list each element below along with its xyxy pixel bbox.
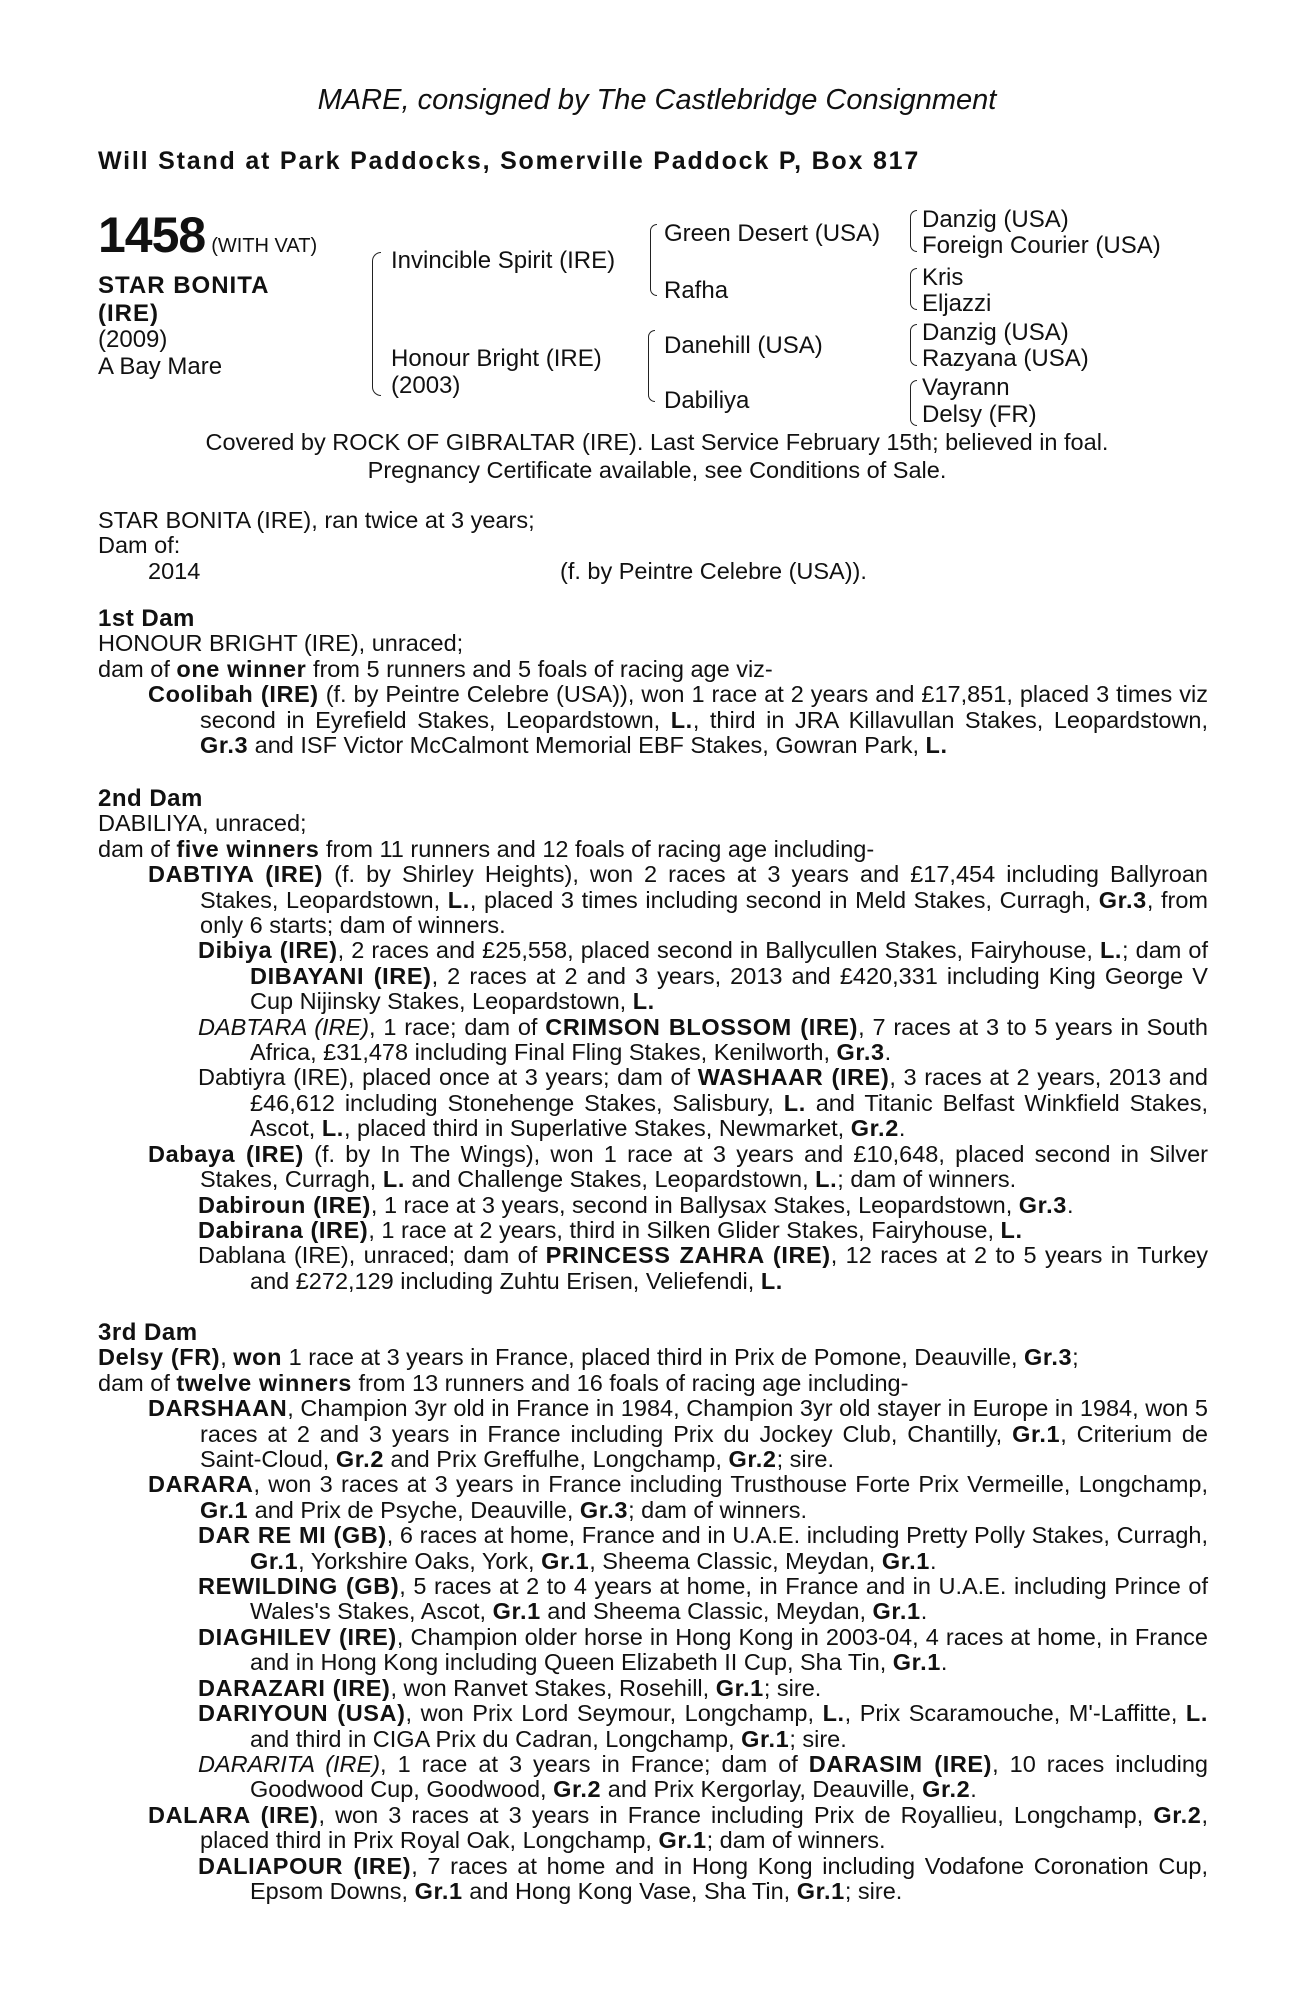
- pedigree-dam-sire: Danehill (USA): [664, 332, 823, 359]
- pedigree-brace: [650, 224, 657, 296]
- progeny-entry: Dibiya (IRE), 2 races and £25,558, placed second in Ballycullen Stakes, Fairyhouse, L.; dam of DIBAYANI (IRE), 2 races at 2 and 3 years, 2013 and £420,331 including King George V Cup Nijinsky Stakes, Leopardstown, L.: [198, 937, 1209, 1015]
- lot-number: 1458: [98, 207, 206, 263]
- vat-note: (WITH VAT): [211, 235, 318, 257]
- progeny-entry: DABTIYA (IRE) (f. by Shirley Heights), won 2 races at 3 years and £17,454 including Ballyroan Stakes, Leopardstown, L., placed 3 times including second in Meld Stakes, Curragh, Gr.3, from only 6 starts; dam of winners.: [148, 861, 1208, 939]
- foaling-year: (2009): [98, 326, 168, 354]
- pedigree-brace: [910, 268, 917, 310]
- pedigree-sire: Invincible Spirit (IRE): [391, 247, 616, 274]
- pedigree-dam-year: (2003): [391, 372, 461, 399]
- progeny-entry: Dabtiyra (IRE), placed once at 3 years; dam of WASHAAR (IRE), 3 races at 2 years, 2013 and £46,612 including Stonehenge Stakes, Salisbury, L. and Titanic Belfast Winkfield Stakes, Ascot, L., placed third in Superlative Stakes, Newmarket, Gr.2.: [198, 1064, 1208, 1142]
- progeny-entry: DARARITA (IRE), 1 race at 3 years in France; dam of DARASIM (IRE), 10 races including Goodwood Cup, Goodwood, Gr.2 and Prix Kergorlay, Deauville, Gr.2.: [198, 1750, 1208, 1803]
- pedigree-ssd: Foreign Courier (USA): [922, 232, 1161, 259]
- progeny-entry: DAR RE MI (GB), 6 races at home, France and in U.A.E. including Pretty Polly Stakes, Curragh, Gr.1, Yorkshire Oaks, York, Gr.1, Sheema Classic, Meydan, Gr.1.: [198, 1522, 1208, 1574]
- stabling-line: Will Stand at Park Paddocks, Somerville Paddock P, Box 817: [98, 147, 921, 175]
- lot-info: [98, 207, 358, 381]
- progeny-entry: DARIYOUN (USA), won Prix Lord Seymour, Longchamp, L., Prix Scaramouche, M'-Laffitte, L. and third in CIGA Prix du Cadran, Longchamp, Gr.1; sire.: [198, 1700, 1208, 1752]
- section-title: 3rd Dam: [98, 1319, 198, 1346]
- horse-name-line1: STAR BONITA: [98, 272, 270, 299]
- pedigree-dds: Vayrann: [922, 374, 1010, 401]
- pedigree-dss: Danzig (USA): [922, 319, 1069, 346]
- pedigree-dsd: Razyana (USA): [922, 345, 1089, 372]
- pedigree-dam-dam: Dabiliya: [664, 387, 750, 414]
- section-title: 2nd Dam: [98, 785, 203, 812]
- progeny-entry: DALIAPOUR (IRE), 7 races at home and in Hong Kong including Vodafone Coronation Cup, Epsom Downs, Gr.1 and Hong Kong Vase, Sha Tin, Gr.1; sire.: [198, 1852, 1209, 1904]
- horse-description: A Bay Mare: [98, 353, 223, 381]
- covering-line1: Covered by ROCK OF GIBRALTAR (IRE). Last Service February 15th; believed in foal.: [205, 429, 1109, 455]
- pedigree-brace: [648, 330, 655, 402]
- pedigree-sss: Danzig (USA): [922, 206, 1069, 233]
- pedigree-dam: Honour Bright (IRE): [391, 345, 602, 372]
- horse-name-line2: (IRE): [98, 299, 159, 327]
- progeny-entry: DARAZARI (IRE), won Ranvet Stakes, Rosehill, Gr.1; sire.: [198, 1674, 822, 1701]
- covering-note: [0, 428, 1314, 484]
- pedigree-sire-dam: Rafha: [664, 277, 729, 304]
- dam-summary: dam of five winners from 11 runners and 12 foals of racing age including-: [98, 835, 875, 862]
- dam-line: DABILIYA, unraced;: [98, 810, 307, 837]
- progeny-entry: Coolibah (IRE) (f. by Peintre Celebre (USA)), won 1 race at 2 years and £17,851, placed 3 times viz second in Eyrefield Stakes, Leopardstown, L., third in JRA Killavullan Stakes, Leopardstown, Gr.3 and ISF Victor McCalmont Memorial EBF Stakes, Gowran Park, L.: [148, 681, 1208, 759]
- horse-name: [98, 272, 358, 327]
- produce-section: [98, 508, 1208, 584]
- produce-entry: [98, 559, 1208, 584]
- progeny-entry: DABTARA (IRE), 1 race; dam of CRIMSON BLOSSOM (IRE), 7 races at 3 to 5 years in South Africa, £31,478 including Final Fling Stakes, Kenilworth, Gr.3.: [198, 1013, 1209, 1066]
- pedigree-sdd: Eljazzi: [922, 290, 992, 317]
- first-dam-section: [98, 606, 1208, 758]
- progeny-entry: Dablana (IRE), unraced; dam of PRINCESS ZAHRA (IRE), 12 races at 2 to 5 years in Turkey and £272,129 including Zuhtu Erisen, Veliefendi, L.: [198, 1242, 1209, 1294]
- pedigree-ddd: Delsy (FR): [922, 401, 1037, 428]
- consignor-line: MARE, consigned by The Castlebridge Consignment: [317, 84, 997, 116]
- third-dam-section: [98, 1320, 1208, 1904]
- pedigree-brace: [910, 210, 917, 252]
- dam-line: HONOUR BRIGHT (IRE), unraced;: [98, 630, 464, 657]
- dam-summary: dam of one winner from 5 runners and 5 foals of racing age viz-: [98, 655, 773, 682]
- pedigree-brace: [910, 324, 917, 366]
- pedigree-sds: Kris: [922, 264, 964, 291]
- produce-foal: (f. by Peintre Celebre (USA)).: [560, 557, 867, 584]
- progeny-entry: DALARA (IRE), won 3 races at 3 years in France including Prix de Royallieu, Longchamp, Gr.2, placed third in Prix Royal Oak, Longchamp, Gr.1; dam of winners.: [148, 1801, 1208, 1854]
- progeny-entry: DIAGHILEV (IRE), Champion older horse in Hong Kong in 2003-04, 4 races at home, in France and in Hong Kong including Queen Elizabeth II Cup, Sha Tin, Gr.1.: [198, 1623, 1209, 1676]
- section-title: 1st Dam: [98, 605, 195, 632]
- progeny-entry: REWILDING (GB), 5 races at 2 to 4 years at home, in France and in U.A.E. including Prince of Wales's Stakes, Ascot, Gr.1 and Sheema Classic, Meydan, Gr.1.: [198, 1573, 1208, 1625]
- progeny-entry: Dabaya (IRE) (f. by In The Wings), won 1 race at 3 years and £10,648, placed second in Silver Stakes, Curragh, L. and Challenge Stakes, Leopardstown, L.; dam of winners.: [148, 1140, 1208, 1193]
- progeny-entry: DARSHAAN, Champion 3yr old in France in 1984, Champion 3yr old stayer in Europe in 1984, won 5 races at 2 and 3 years in France including Prix du Jockey Club, Chantilly, Gr.1, Criterium de Saint-Cloud, Gr.2 and Prix Greffulhe, Longchamp, Gr.2; sire.: [148, 1395, 1208, 1473]
- progeny-entry: Dabiroun (IRE), 1 race at 3 years, second in Ballysax Stakes, Leopardstown, Gr.3.: [198, 1191, 1074, 1218]
- pedigree-brace: [910, 380, 917, 426]
- dam-summary: dam of twelve winners from 13 runners and 16 foals of racing age including-: [98, 1369, 909, 1396]
- progeny-entry: Dabirana (IRE), 1 race at 2 years, third in Silken Glider Stakes, Fairyhouse, L.: [198, 1216, 1023, 1243]
- covering-line2: Pregnancy Certificate available, see Conditions of Sale.: [367, 457, 947, 484]
- second-dam-section: [98, 786, 1208, 1294]
- pedigree-sire-sire: Green Desert (USA): [664, 220, 881, 247]
- dam-of-label: Dam of:: [98, 532, 181, 559]
- pedigree-brace: [372, 252, 381, 396]
- dam-line: Delsy (FR), won 1 race at 3 years in France, placed third in Prix de Pomone, Deauville, Gr.3;: [98, 1344, 1079, 1371]
- produce-line: STAR BONITA (IRE), ran twice at 3 years;: [98, 507, 535, 533]
- produce-year: 2014: [148, 557, 201, 584]
- progeny-entry: DARARA, won 3 races at 3 years in France including Trusthouse Forte Prix Vermeille, Longchamp, Gr.1 and Prix de Psyche, Deauville, Gr.3; dam of winners.: [148, 1471, 1208, 1523]
